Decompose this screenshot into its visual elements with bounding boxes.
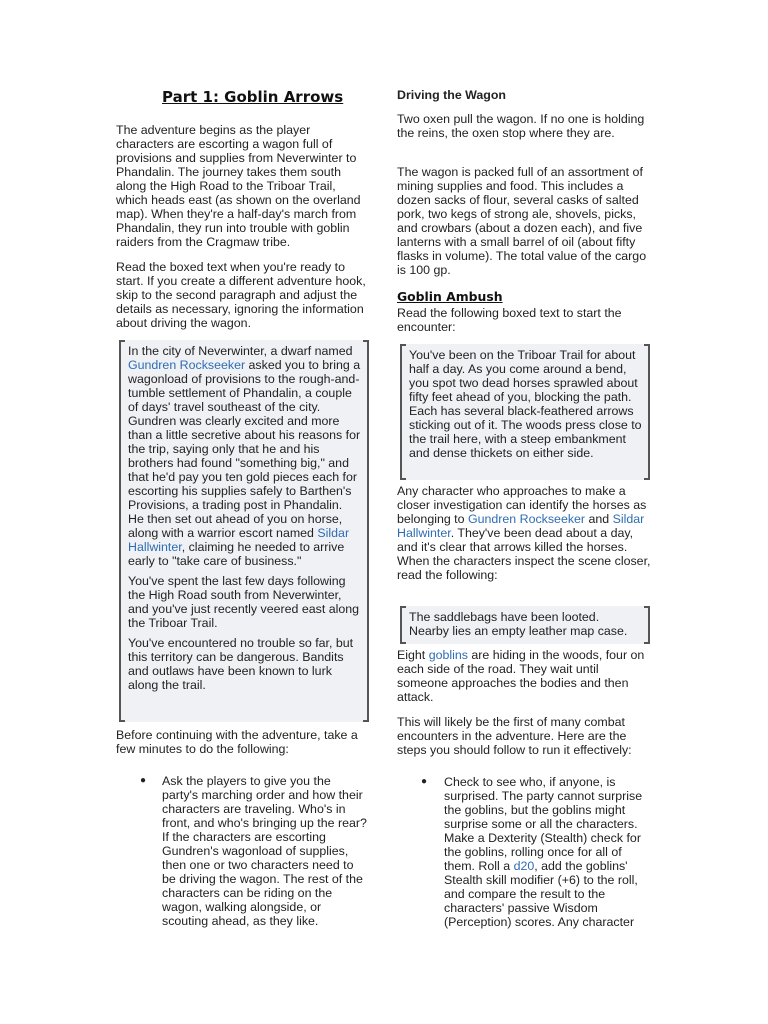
boxed-paragraph-2: You've spent the last few days following the High Road south from Neverwinter, and you've just recently veered east along the Triboar Trail. xyxy=(128,574,360,630)
link-sildar-hallwinter[interactable]: Sildar Hallwinter xyxy=(128,526,350,554)
heading-driving-the-wagon: Driving the Wagon xyxy=(397,88,506,102)
bullet-marching-order: Ask the players to give you the party's marching order and how their characters are traveling. Who's in front, and who's bringing up the rear? If the characters are escorting Gundren's wagonload of supplies, then one or two characters need to be driving the wagon. The rest of the characters can be riding on the wagon, walking alongside, or scouting ahead, as they like. xyxy=(162,774,367,928)
link-sildar-hallwinter-2[interactable]: Sildar Hallwinter xyxy=(397,512,645,540)
link-gundren-rockseeker[interactable]: Gundren Rockseeker xyxy=(128,358,246,372)
boxed-text-neverwinter xyxy=(119,340,369,722)
boxed-ambush-paragraph: You've been on the Triboar Trail for about half a day. As you come around a bend, you spot two dead horses sprawled about fifty feet ahead of you, blocking the path. Each has several black-feathered arrows sticking out of it. The woods press close to the trail here, with a steep embankment and dense thickets on either side. xyxy=(409,348,642,460)
page-title: Part 1: Goblin Arrows xyxy=(162,88,344,106)
combat-encounter-paragraph: This will likely be the first of many combat encounters in the adventure. Here are the steps you should follow to run it effectively: xyxy=(397,715,632,757)
boxed-paragraph-3: You've encountered no trouble so far, but this territory can be dangerous. Bandits and outlaws have been known to lurk along the trail. xyxy=(128,636,354,692)
boxed-paragraph-1: In the city of Neverwinter, a dwarf named Gundren Rockseeker asked you to bring a wagonload of provisions to the rough-and-tumble settlement of Phandalin, a couple of days' travel southeast of the city. Gundren was clearly excited and more than a little secretive about his reasons for the trip, saying only that he and his brothers had found "something big," and that he'd pay you ten gold pieces each for escorting his supplies safely to Barthen's Provisions, a trading post in Phandalin. He then set out ahead of you on horse, along with a warrior escort named Sildar Hallwinter, claiming he needed to arrive early to "take care of business." xyxy=(128,344,361,568)
wagon-paragraph-2: The wagon is packed full of an assortment of mining supplies and food. This includes a dozen sacks of flour, several casks of salted pork, two kegs of strong ale, shovels, picks, and crowbars (about a dozen each), and five lanterns with a small barrel of oil (about fifty flasks in volume). The total value of the cargo is 100 gp. xyxy=(397,165,647,277)
bullet-surprise-check: Check to see who, if anyone, is surprised. The party cannot surprise the goblins, but the goblins might surprise some or all the characters. Make a Dexterity (Stealth) check for the goblins, rolling once for all of them. Roll a d20, add the goblins' Stealth skill modifier (+6) to the roll, and compare the result to the characters' passive Wisdom (Perception) scores. Any character xyxy=(444,775,643,929)
bullet-icon: ● xyxy=(421,776,428,787)
before-continuing-paragraph: Before continuing with the adventure, take a few minutes to do the following: xyxy=(116,728,358,756)
boxed-text-triboar-trail xyxy=(400,344,650,480)
boxed-text-saddlebags xyxy=(400,606,650,644)
goblins-hiding-paragraph: Eight goblins are hiding in the woods, four on each side of the road. They wait until someone approaches the bodies and then attack. xyxy=(397,648,645,704)
investigation-paragraph: Any character who approaches to make a closer investigation can identify the horses as belonging to Gundren Rockseeker and Sildar Hallwinter. They've been dead about a day, and it's clear that arrows killed the horses. When the characters inspect the scene closer, read the following: xyxy=(397,484,651,582)
intro-paragraph-2: Read the boxed text when you're ready to start. If you create a different adventure hook, skip to the second paragraph and adjust the details as necessary, ignoring the information about driving the wagon. xyxy=(116,260,366,330)
boxed-saddlebags-paragraph: The saddlebags have been looted. Nearby lies an empty leather map case. xyxy=(409,610,628,638)
wagon-paragraph-1: Two oxen pull the wagon. If no one is holding the reins, the oxen stop where they are. xyxy=(397,112,645,140)
heading-goblin-ambush: Goblin Ambush xyxy=(397,289,503,304)
intro-paragraph-1: The adventure begins as the player characters are escorting a wagon full of provisions and supplies from Neverwinter to Phandalin. The journey takes them south along the High Road to the Triboar Trail, which heads east (as shown on the overland map). When they're a half-day's march from Phandalin, they run into trouble with goblin raiders from the Cragmaw tribe. xyxy=(116,123,361,249)
link-d20[interactable]: d20 xyxy=(513,859,535,873)
link-gundren-rockseeker-2[interactable]: Gundren Rockseeker xyxy=(467,512,586,526)
ambush-intro-paragraph: Read the following boxed text to start the encounter: xyxy=(397,306,622,334)
bullet-icon: ● xyxy=(140,775,147,786)
link-goblins[interactable]: goblins xyxy=(428,648,468,662)
